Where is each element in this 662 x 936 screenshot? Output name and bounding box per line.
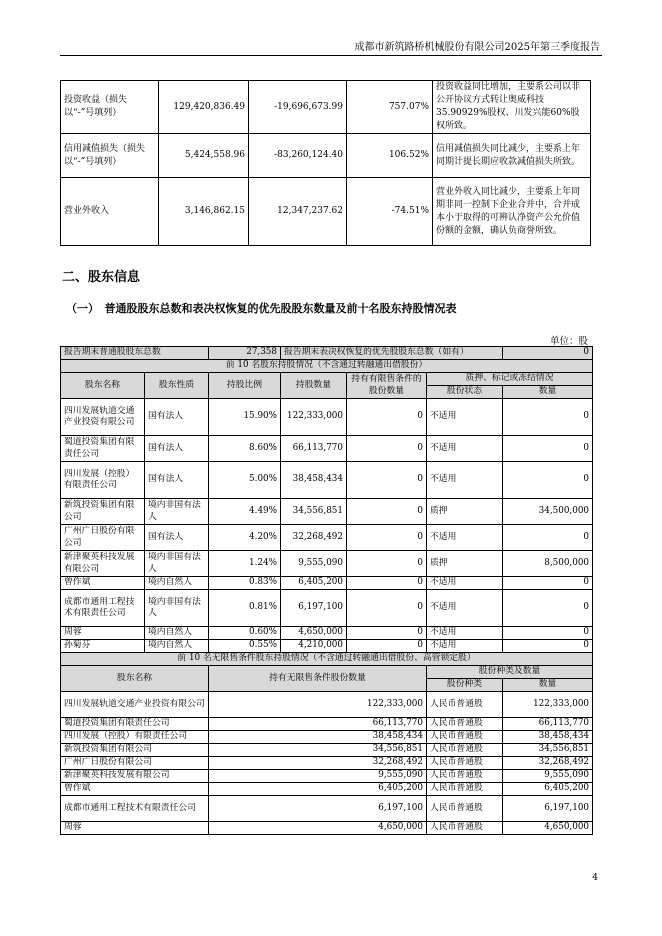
share-qty: 122,333,000 [503, 692, 593, 718]
share-type: 人民币普通股 [427, 783, 503, 796]
unrestricted-quantity: 38,458,434 [209, 731, 427, 744]
prior-value: 12,347,237.62 [249, 178, 347, 246]
share-qty: 34,556,851 [503, 744, 593, 757]
unrestricted-quantity: 4,650,000 [209, 822, 427, 835]
share-qty: 66,113,770 [503, 718, 593, 731]
change-ratio: 757.07% [347, 81, 433, 134]
pledge-status: 不适用 [427, 399, 503, 436]
table-row [61, 770, 593, 783]
share-type: 人民币普通股 [427, 744, 503, 757]
total-label: 报告期末普通股股东总数 [61, 347, 209, 360]
holding-quantity: 6,197,100 [281, 590, 347, 627]
share-qty: 6,197,100 [503, 796, 593, 822]
pledge-quantity: 0 [503, 577, 593, 590]
shareholder-nature: 境内自然人 [145, 627, 209, 640]
table-header-row [61, 373, 593, 386]
holding-quantity: 38,458,434 [281, 462, 347, 499]
table-row [61, 822, 593, 835]
col-name: 股东名称 [61, 666, 209, 692]
holding-ratio: 15.90% [209, 399, 281, 436]
pledge-status: 不适用 [427, 590, 503, 627]
restricted-quantity: 0 [347, 640, 427, 653]
shareholder-nature: 国有法人 [145, 399, 209, 436]
holding-ratio: 0.60% [209, 627, 281, 640]
col-restricted: 持有有限售条件的股份数量 [347, 373, 427, 399]
holding-quantity: 32,268,492 [281, 525, 347, 551]
current-value: 129,420,836.49 [159, 81, 249, 134]
holding-ratio: 4.49% [209, 499, 281, 525]
holding-quantity: 122,333,000 [281, 399, 347, 436]
col-share-qty: 数量 [503, 679, 593, 692]
restricted-quantity: 0 [347, 590, 427, 627]
share-type: 人民币普通股 [427, 770, 503, 783]
shareholder-name: 四川发展（控股）有限责任公司 [61, 731, 209, 744]
share-type: 人民币普通股 [427, 692, 503, 718]
shareholder-name: 新津聚英科技发展有限公司 [61, 551, 145, 577]
holding-quantity: 6,405,200 [281, 577, 347, 590]
col-unrestricted-quantity: 持有无限售条件股份数量 [209, 666, 427, 692]
item-cell: 营业外收入 [61, 178, 159, 246]
share-type: 人民币普通股 [427, 718, 503, 731]
shareholder-name: 蜀道投资集团有限责任公司 [61, 718, 209, 731]
pledge-quantity: 0 [503, 590, 593, 627]
col-ratio: 持股比例 [209, 373, 281, 399]
shareholder-name: 新津聚英科技发展有限公司 [61, 770, 209, 783]
pledge-status: 不适用 [427, 436, 503, 462]
table-row [61, 178, 591, 246]
shareholder-name: 成都市通用工程技术有限责任公司 [61, 796, 209, 822]
page-number: 4 [592, 873, 598, 883]
shareholder-name: 广州广日股份有限公司 [61, 757, 209, 770]
holding-ratio: 0.81% [209, 590, 281, 627]
prior-value: -19,696,673.99 [249, 81, 347, 134]
change-reason: 营业外收入同比减少，主要系上年同期非同一控制下企业合并中，合并成本小于取得的可辨认净资产公允价值份额的金额，确认负商誉所致。 [433, 178, 591, 246]
restricted-quantity: 0 [347, 627, 427, 640]
restricted-quantity: 0 [347, 462, 427, 499]
restricted-quantity: 0 [347, 577, 427, 590]
table-row [61, 134, 591, 178]
table-row [61, 783, 593, 796]
table-row [61, 399, 593, 436]
table-row [61, 731, 593, 744]
pledge-status: 不适用 [427, 640, 503, 653]
table-row [61, 462, 593, 499]
pledge-quantity: 8,500,000 [503, 551, 593, 577]
col-pledge-group: 质押、标记或冻结情况 [427, 373, 593, 386]
col-name: 股东名称 [61, 373, 145, 399]
restricted-quantity: 0 [347, 436, 427, 462]
holding-ratio: 0.55% [209, 640, 281, 653]
shareholder-nature: 国有法人 [145, 525, 209, 551]
shareholder-name: 新筑投资集团有限公司 [61, 499, 145, 525]
table-row [61, 627, 593, 640]
change-ratio: 106.52% [347, 134, 433, 178]
preferred-label: 报告期末表决权恢复的优先股股东总数（如有） [281, 347, 503, 360]
change-ratio: -74.51% [347, 178, 433, 246]
holding-ratio: 8.60% [209, 436, 281, 462]
pledge-quantity: 0 [503, 640, 593, 653]
share-qty: 4,650,000 [503, 822, 593, 835]
table-header-row [61, 666, 593, 679]
share-qty: 9,555,090 [503, 770, 593, 783]
shareholder-name: 四川发展轨道交通产业投资有限公司 [61, 399, 145, 436]
table-row [61, 718, 593, 731]
col-share-group: 股份种类及数量 [427, 666, 593, 679]
unrestricted-title: 前 10 名无限售条件股东持股情况（不含通过转融通出借股份、高管锁定股） [61, 653, 593, 666]
table-row [61, 551, 593, 577]
current-value: 5,424,558.96 [159, 134, 249, 178]
table-row [61, 577, 593, 590]
shareholder-name: 蜀道投资集团有限责任公司 [61, 436, 145, 462]
holding-ratio: 4.20% [209, 525, 281, 551]
change-reason: 信用减值损失同比减少，主要系上年同期计提长期应收款减值损失所致。 [433, 134, 591, 178]
change-reason: 投资收益同比增加，主要系公司以非公开协议方式转让奥威科技35.90929%股权、川发兴能60%股权所致。 [433, 81, 591, 134]
share-type: 人民币普通股 [427, 822, 503, 835]
pledge-status: 不适用 [427, 462, 503, 499]
table-row [61, 640, 593, 653]
col-pledge-status: 股份状态 [427, 386, 503, 399]
pledge-status: 不适用 [427, 525, 503, 551]
shareholder-nature: 境内非国有法人 [145, 551, 209, 577]
holding-quantity: 4,650,000 [281, 627, 347, 640]
pledge-quantity: 0 [503, 462, 593, 499]
unrestricted-quantity: 34,556,851 [209, 744, 427, 757]
unrestricted-quantity: 6,405,200 [209, 783, 427, 796]
header-divider [60, 55, 602, 56]
item-cell: 信用减值损失（损失以“-”号填列） [61, 134, 159, 178]
section-title: 二、股东信息 [62, 270, 141, 285]
unrestricted-quantity: 32,268,492 [209, 757, 427, 770]
pledge-quantity: 34,500,000 [503, 499, 593, 525]
shareholder-name: 广州广日股份有限公司 [61, 525, 145, 551]
item-cell: 投资收益（损失以“-”号填列） [61, 81, 159, 134]
table-row [61, 499, 593, 525]
shareholder-name: 曾作斌 [61, 783, 209, 796]
report-header: 成都市新筑路桥机械股份有限公司2025年第三季度报告 [354, 42, 600, 53]
shareholder-nature: 境内自然人 [145, 577, 209, 590]
shareholder-name: 曾作斌 [61, 577, 145, 590]
top10-title: 前 10 名股东持股情况（不含通过转融通出借股份） [61, 360, 593, 373]
holding-ratio: 0.83% [209, 577, 281, 590]
share-type: 人民币普通股 [427, 757, 503, 770]
shareholder-name: 成都市通用工程技术有限责任公司 [61, 590, 145, 627]
share-qty: 38,458,434 [503, 731, 593, 744]
restricted-quantity: 0 [347, 551, 427, 577]
holding-quantity: 9,555,090 [281, 551, 347, 577]
table-row [61, 360, 593, 373]
unrestricted-quantity: 6,197,100 [209, 796, 427, 822]
unrestricted-quantity: 122,333,000 [209, 692, 427, 718]
table-row [61, 744, 593, 757]
col-quantity: 持股数量 [281, 373, 347, 399]
holding-ratio: 1.24% [209, 551, 281, 577]
shareholders-table [60, 346, 593, 835]
pledge-status: 不适用 [427, 627, 503, 640]
pledge-status: 质押 [427, 551, 503, 577]
shareholder-name: 周蓉 [61, 822, 209, 835]
shareholder-nature: 国有法人 [145, 436, 209, 462]
shareholder-name: 孙菊芬 [61, 640, 145, 653]
restricted-quantity: 0 [347, 399, 427, 436]
holding-quantity: 34,556,851 [281, 499, 347, 525]
table-row [61, 525, 593, 551]
subsection-title: （一） 普通股股东总数和表决权恢复的优先股股东数量及前十名股东持股情况表 [66, 302, 457, 315]
changes-table [60, 80, 591, 246]
col-share-type: 股份种类 [427, 679, 503, 692]
shareholder-name: 四川发展（控股）有限责任公司 [61, 462, 145, 499]
unit-label: 单位：股 [549, 336, 588, 347]
restricted-quantity: 0 [347, 499, 427, 525]
total-value: 27,358 [209, 347, 281, 360]
shareholder-nature: 国有法人 [145, 462, 209, 499]
pledge-quantity: 0 [503, 525, 593, 551]
unrestricted-quantity: 66,113,770 [209, 718, 427, 731]
holding-ratio: 5.00% [209, 462, 281, 499]
restricted-quantity: 0 [347, 525, 427, 551]
table-row [61, 590, 593, 627]
prior-value: -83,260,124.40 [249, 134, 347, 178]
pledge-quantity: 0 [503, 399, 593, 436]
current-value: 3,146,862.15 [159, 178, 249, 246]
table-row [61, 81, 591, 134]
col-pledge-qty: 数量 [503, 386, 593, 399]
col-nature: 股东性质 [145, 373, 209, 399]
shareholder-name: 四川发展轨道交通产业投资有限公司 [61, 692, 209, 718]
table-row [61, 692, 593, 718]
share-qty: 6,405,200 [503, 783, 593, 796]
share-type: 人民币普通股 [427, 796, 503, 822]
shareholder-name: 周蓉 [61, 627, 145, 640]
table-row [61, 653, 593, 666]
shareholder-nature: 境内自然人 [145, 640, 209, 653]
share-qty: 32,268,492 [503, 757, 593, 770]
preferred-value: 0 [503, 347, 593, 360]
pledge-quantity: 0 [503, 627, 593, 640]
pledge-status: 质押 [427, 499, 503, 525]
pledge-quantity: 0 [503, 436, 593, 462]
table-row [61, 347, 593, 360]
shareholder-name: 新筑投资集团有限公司 [61, 744, 209, 757]
holding-quantity: 4,210,000 [281, 640, 347, 653]
holding-quantity: 66,113,770 [281, 436, 347, 462]
table-row [61, 436, 593, 462]
table-row [61, 757, 593, 770]
shareholder-nature: 境内非国有法人 [145, 499, 209, 525]
shareholder-nature: 境内非国有法人 [145, 590, 209, 627]
pledge-status: 不适用 [427, 577, 503, 590]
table-row [61, 796, 593, 822]
share-type: 人民币普通股 [427, 731, 503, 744]
unrestricted-quantity: 9,555,090 [209, 770, 427, 783]
